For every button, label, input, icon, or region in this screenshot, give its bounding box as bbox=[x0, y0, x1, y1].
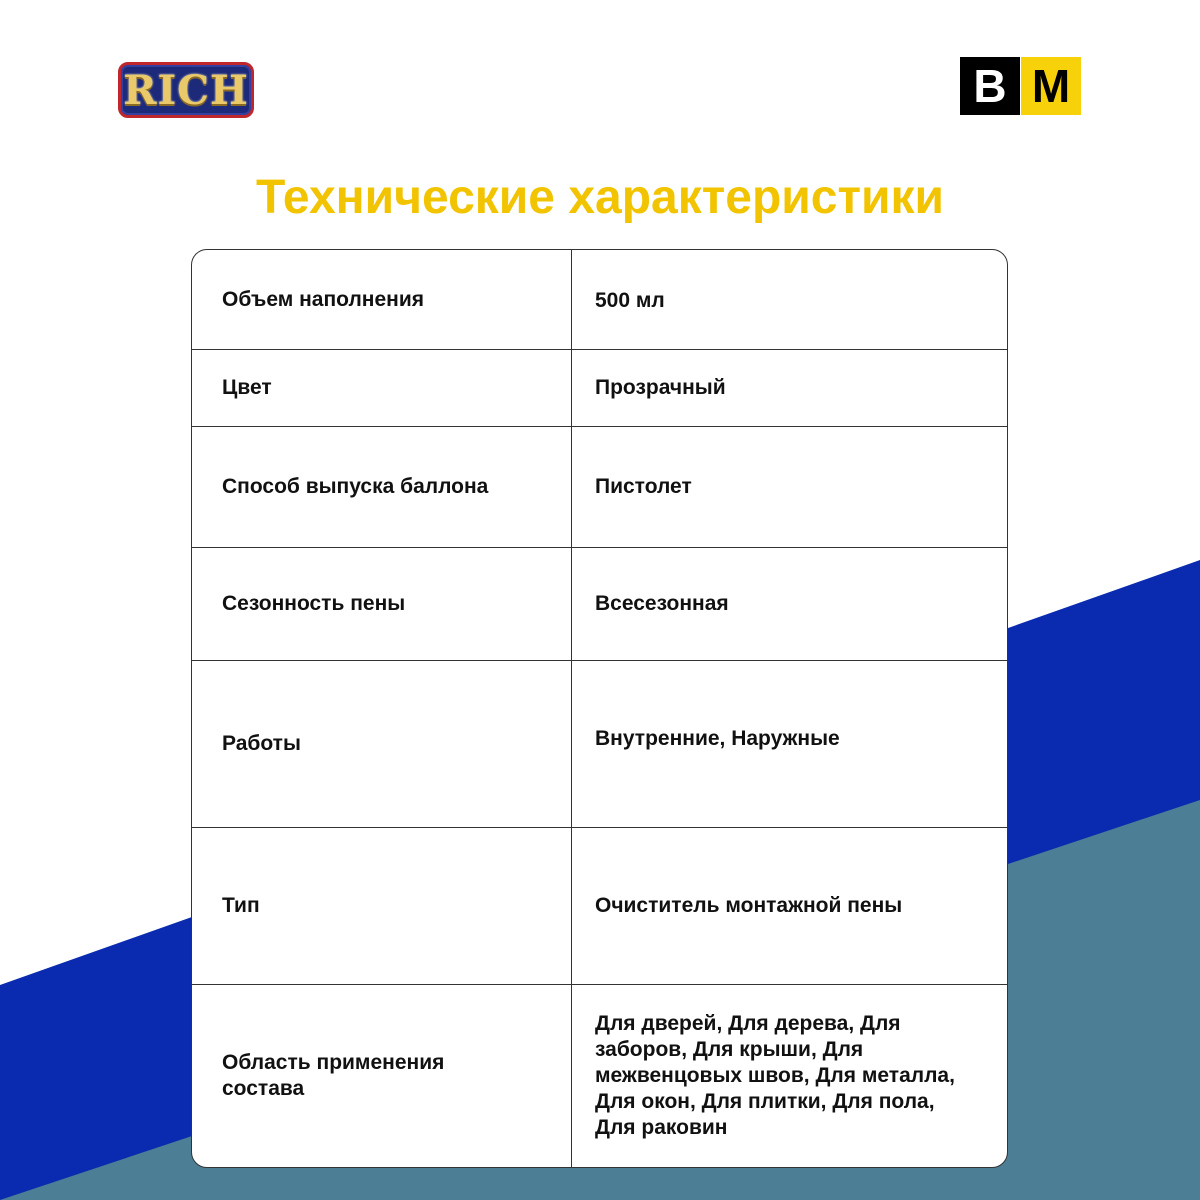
spec-label: Тип bbox=[192, 828, 572, 984]
spec-value: Прозрачный bbox=[595, 376, 726, 399]
spec-value: Пистолет bbox=[595, 475, 692, 498]
spec-row bbox=[192, 427, 1007, 548]
page-title: Технические характеристики bbox=[255, 171, 945, 224]
spec-value: Всесезонная bbox=[595, 592, 729, 615]
rich-logo bbox=[118, 62, 254, 118]
spec-value: Очиститель монтажной пены bbox=[595, 894, 903, 917]
spec-value: Для дверей, Для дерева, Для заборов, Для крыши, Для межвенцовых швов, Для металла, Для окон, Для плитки, Для пола, Для раковин bbox=[595, 1012, 955, 1139]
spec-label: Область применения состава bbox=[192, 985, 572, 1167]
spec-label: Работы bbox=[192, 661, 572, 827]
spec-row bbox=[192, 250, 1007, 350]
bm-logo-b: B bbox=[960, 57, 1020, 115]
spec-label: Цвет bbox=[192, 350, 572, 426]
spec-label: Сезонность пены bbox=[192, 548, 572, 660]
bm-logo-m: M bbox=[1021, 57, 1081, 115]
spec-row bbox=[192, 548, 1007, 661]
spec-table bbox=[191, 249, 1008, 1168]
spec-value: Внутренние, Наружные bbox=[595, 727, 840, 750]
rich-logo-text: RICH bbox=[123, 66, 249, 114]
spec-row bbox=[192, 828, 1007, 985]
spec-value: 500 мл bbox=[595, 289, 665, 312]
spec-label: Объем наполнения bbox=[192, 250, 572, 349]
spec-row bbox=[192, 661, 1007, 828]
spec-row bbox=[192, 350, 1007, 427]
spec-row bbox=[192, 985, 1007, 1167]
bm-logo bbox=[960, 57, 1081, 115]
spec-label: Способ выпуска баллона bbox=[192, 427, 572, 547]
